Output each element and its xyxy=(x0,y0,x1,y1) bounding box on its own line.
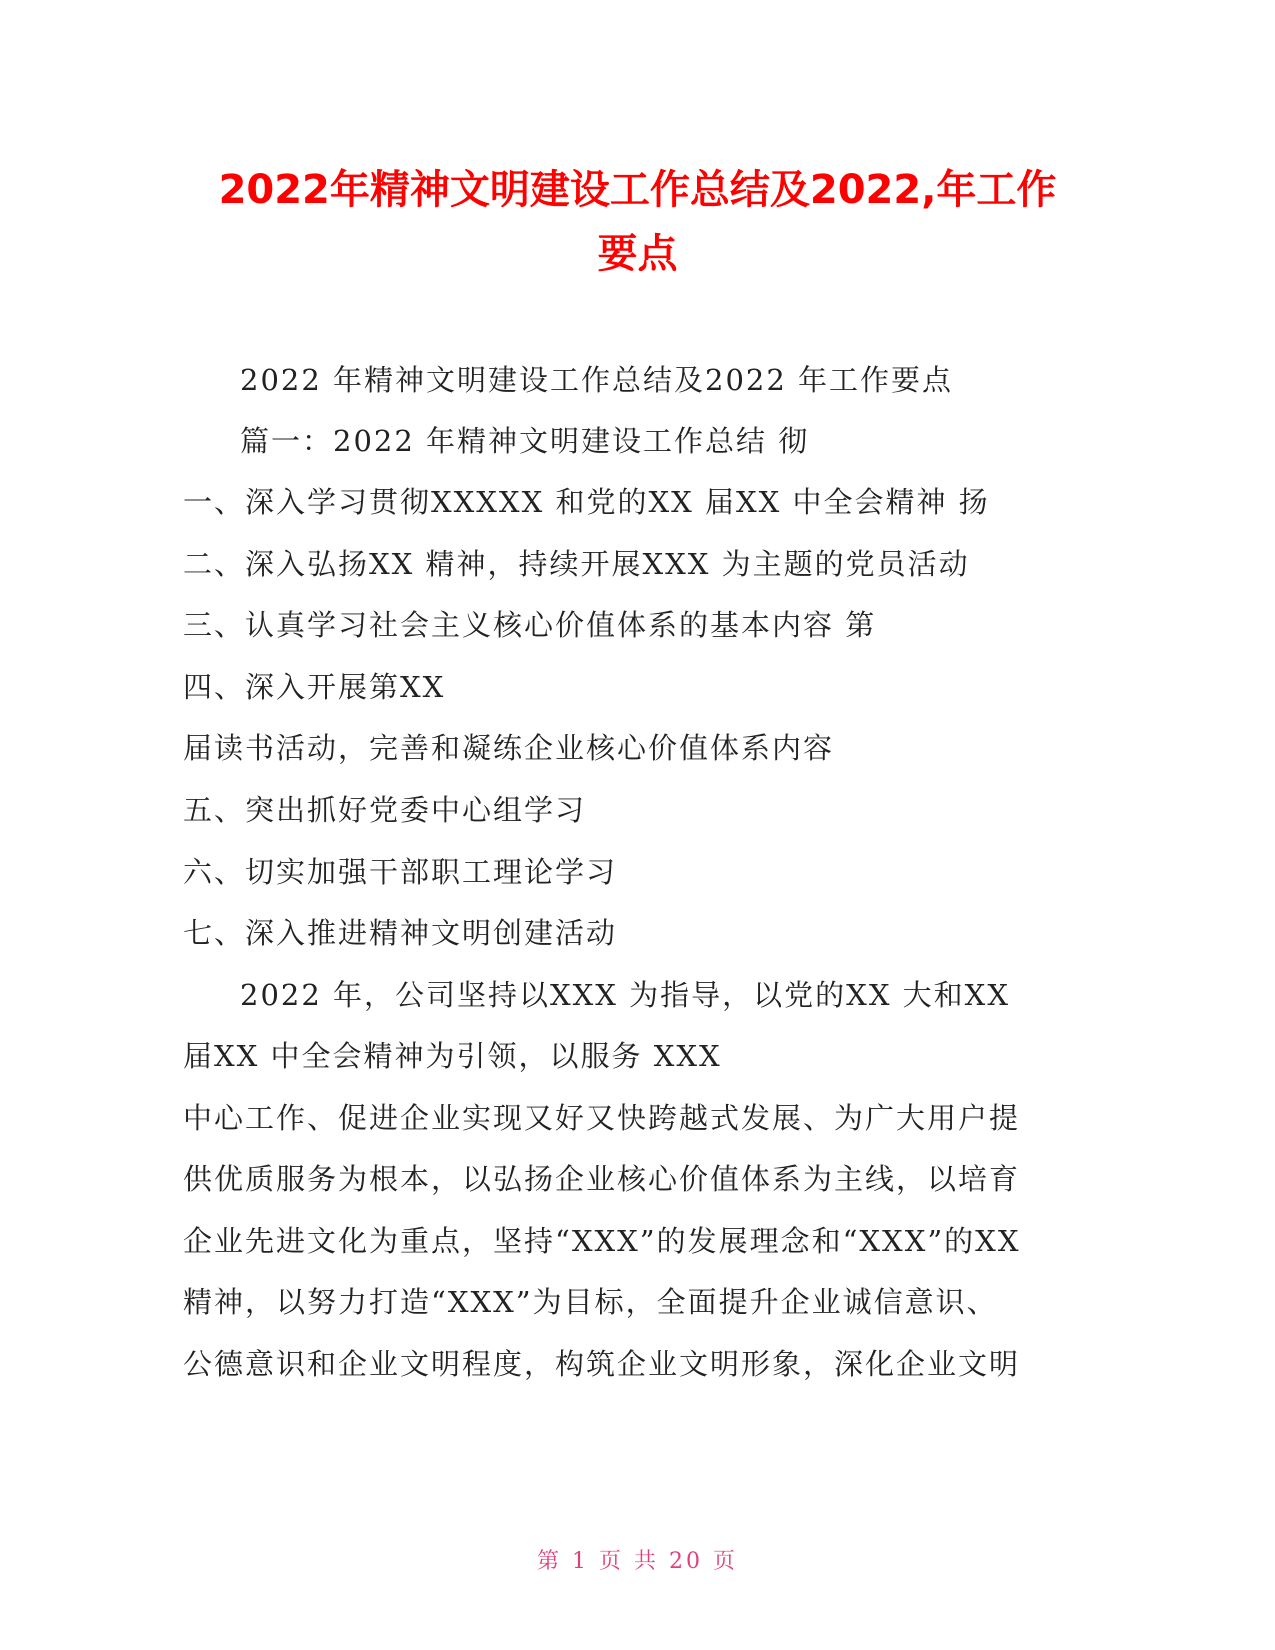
paragraph-line: 企业先进文化为重点，坚持“XXX”的发展理念和“XXX”的XX xyxy=(183,1224,1021,1258)
list-item: 二、深入弘扬XX 精神，持续开展XXX 为主题的党员活动 xyxy=(183,547,970,581)
paragraph-line: 届XX 中全会精神为引领，以服务 XXX xyxy=(183,1039,722,1073)
list-item: 四、深入开展第XX xyxy=(183,670,446,704)
paragraph-line: 供优质服务为根本，以弘扬企业核心价值体系为主线，以培育 xyxy=(183,1162,1021,1196)
paragraph-line: 2022 年，公司坚持以XXX 为指导，以党的XX 大和XX xyxy=(240,978,1010,1012)
subtitle-line: 2022 年精神文明建设工作总结及2022 年工作要点 xyxy=(240,363,954,397)
paragraph-line: 中心工作、促进企业实现又好又快跨越式发展、为广大用户提 xyxy=(183,1101,1021,1135)
page-number-footer: 第 1 页 共 20 页 xyxy=(537,1549,738,1574)
list-item: 届读书活动，完善和凝练企业核心价值体系内容 xyxy=(183,731,835,765)
paragraph-line: 公德意识和企业文明程度，构筑企业文明形象，深化企业文明 xyxy=(183,1347,1021,1381)
title-line-1: 2022年精神文明建设工作总结及2022,年工作 xyxy=(218,167,1057,213)
list-item: 三、认真学习社会主义核心价值体系的基本内容 第 xyxy=(183,608,877,642)
list-item: 一、深入学习贯彻XXXXX 和党的XX 届XX 中全会精神 扬 xyxy=(183,485,990,519)
paragraph-line: 精神，以努力打造“XXX”为目标，全面提升企业诚信意识、 xyxy=(183,1285,998,1319)
list-item: 六、切实加强干部职工理论学习 xyxy=(183,855,618,889)
document-title xyxy=(150,158,1125,286)
list-item: 五、突出抓好党委中心组学习 xyxy=(183,793,587,827)
title-line-2: 要点 xyxy=(597,231,678,277)
list-item: 七、深入推进精神文明创建活动 xyxy=(183,916,618,950)
section-heading: 篇一：2022 年精神文明建设工作总结 彻 xyxy=(240,424,810,458)
